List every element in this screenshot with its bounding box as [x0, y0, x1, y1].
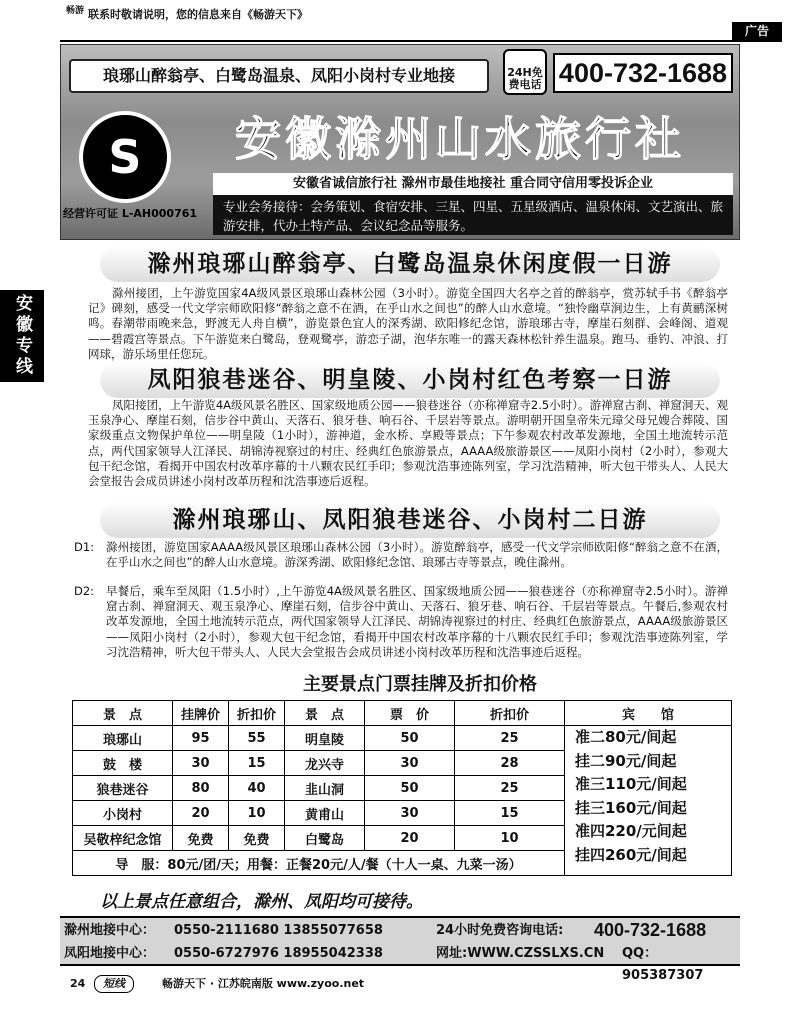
- contact-notice: 联系时敬请说明，您的信息来自《畅游天下》: [88, 8, 308, 21]
- col-header: 景 点: [73, 701, 173, 726]
- day2-label: D2:: [74, 584, 95, 598]
- hotline-number[interactable]: 400-732-1688: [553, 53, 733, 93]
- col-header: 折扣价: [229, 701, 285, 726]
- price-table-title: 主要景点门票挂牌及折扣价格: [303, 674, 537, 695]
- agency-name: 安徽滁州山水旅行社: [235, 112, 685, 166]
- table-cell: 95: [173, 726, 229, 751]
- side-tab: 安徽专线: [0, 290, 44, 382]
- table-cell: 20: [365, 826, 455, 851]
- qq-number: QQ：905387307: [622, 946, 704, 983]
- table-cell: 小岗村: [73, 801, 173, 826]
- top-divider: [60, 40, 782, 42]
- table-cell: 狼巷迷谷: [73, 776, 173, 801]
- chuzhou-phones[interactable]: 0550-2111680 13855077658: [174, 923, 383, 938]
- fengyang-contact: [64, 943, 736, 983]
- hotel-price: 挂二90元/间起: [575, 751, 677, 770]
- guide-meal-info: 导 服：80元/团/天；用餐：正餐20元/人/餐（十人一桌、九菜一汤）: [73, 851, 565, 876]
- table-cell: 韭山洞: [285, 776, 365, 801]
- page-footer: [70, 976, 470, 992]
- table-cell: 琅琊山: [73, 726, 173, 751]
- free-hotline-label: 24小时免费咨询电话:: [436, 923, 564, 938]
- day2-text: 早餐后，乘车至凤阳（1.5小时）,上午游览4A级风景名胜区、国家级地质公园——狼巷迷谷（亦称禅窟寺2.5小时）。游禅窟古刹、禅窟洞天、观玉泉净心、摩崖石刻，信步谷中黄山、天落石、狼牙巷、响石谷、千层岩等景点。午餐后,参观农村改革发源地，全国土地流转示范点，两代国家领导人江泽民、胡锦涛视察过的村庄、经典红色旅游景点，AAAA级旅游景区——凤阳小岗村（2小时），参观大包干纪念馆，看揭开中国农村改革序幕的十八颗农民红手印；参观沈浩事迹陈列室，学习沈浩精神，听大包干带头人、人民大会堂报告会成员讲述小岗村改革历程和沈浩事迹后返程。: [106, 584, 728, 659]
- day1-label: D1:: [74, 540, 95, 554]
- table-cell: 55: [229, 726, 285, 751]
- table-cell: 25: [455, 726, 565, 751]
- tour3-day1: [74, 540, 728, 570]
- table-cell: 40: [229, 776, 285, 801]
- table-header-row: [73, 701, 732, 726]
- agency-logo-icon: S: [79, 111, 171, 203]
- top-bar: [0, 0, 800, 44]
- hotel-prices: [565, 726, 732, 876]
- header-tagline: 琅琊山醉翁亭、白鹭岛温泉、凤阳小岗村专业地接: [69, 59, 489, 93]
- col-header: 折扣价: [455, 701, 565, 726]
- magazine-logo: 畅游: [66, 6, 85, 16]
- col-header: 景 点: [285, 701, 365, 726]
- table-cell: 15: [229, 751, 285, 776]
- hotel-price: 准四220/元间起: [575, 822, 687, 840]
- chuzhou-label: 滁州地接中心：: [64, 923, 156, 938]
- contact-footer: [60, 916, 740, 983]
- table-cell: 20: [173, 801, 229, 826]
- license-number: 经营许可证 L-AH000761: [63, 207, 198, 220]
- col-header: 票 价: [365, 701, 455, 726]
- table-cell: 30: [365, 801, 455, 826]
- tour2-text: 凤阳接团，上午游览4A级风景名胜区、国家级地质公园——狼巷迷谷（亦称禅窟寺2.5小时）。游禅窟古刹、禅窟洞天、观玉泉净心、摩崖石刻，信步谷中黄山、天落石、狼牙巷、响石谷、千层岩等景点。游明朝开国皇帝朱元璋父母兄嫂合葬陵、国家级重点文物保护单位——明皇陵（1小时），游神道，金水桥、享殿等景点；下午参观农村改革发源地，全国土地流转示范点，两代国家领导人江泽民、胡锦涛视察过的村庄、经典红色旅游景点，AAAA级旅游景区——凤阳小岗村（2小时），参观大包干纪念馆，看揭开中国农村改革序幕的十八颗农民红手印；参观沈浩事迹陈列室，学习沈浩精神，听大包干带头人、人民大会堂报告会成员讲述小岗村改革历程和沈浩事迹后返程。: [88, 398, 728, 489]
- publication-source: 畅游天下 · 江苏皖南版 www.zyoo.net: [162, 977, 365, 990]
- business-services: 专业会务接待：会务策划、食宿安排、三星、四星、五星级酒店、温泉休闲、文艺演出、旅游安排，代办土特产品、会议纪念品等服务。: [213, 195, 733, 235]
- ad-label: 广告: [732, 22, 782, 40]
- tour1-title: 滁州琅琊山醉翁亭、白鹭岛温泉休闲度假一日游: [100, 246, 720, 282]
- table-cell: 龙兴寺: [285, 751, 365, 776]
- table-row: [73, 726, 732, 751]
- hotel-price: 准二80元/间起: [575, 728, 677, 746]
- price-table: [72, 700, 732, 876]
- table-cell: 明皇陵: [285, 726, 365, 751]
- day1-text: 滁州接团，游览国家AAAA级风景区琅琊山森林公园（3小时）。游览醉翁亭，感受一代文学宗师欧阳修“醉翁之意不在酒，在乎山水之间也”的醉人山水意境。游深秀湖、欧阳修纪念馆、琅琊古寺等景点，晚住滁州。: [106, 540, 728, 570]
- agency-header: [60, 44, 740, 240]
- table-cell: 30: [365, 751, 455, 776]
- tour3-title: 滁州琅琊山、凤阳狼巷迷谷、小岗村二日游: [100, 502, 720, 538]
- chuzhou-contact: [64, 920, 736, 942]
- page-number: 24: [70, 977, 86, 990]
- agency-subtitle: 安徽省诚信旅行社 滁州市最佳地接社 重合同守信用零投诉企业: [213, 173, 733, 195]
- hotel-price: 挂三160元/间起: [575, 798, 687, 817]
- phone-badge: 24H免费电话: [507, 66, 543, 91]
- website-link[interactable]: 网址:WWW.CZSSLXS.CN: [436, 946, 605, 961]
- table-cell: 15: [455, 801, 565, 826]
- table-cell: 10: [455, 826, 565, 851]
- table-cell: 50: [365, 726, 455, 751]
- column-tag: 短线: [94, 975, 134, 993]
- combo-slogan: 以上景点任意组合，滁州、凤阳均可接待。: [100, 892, 423, 912]
- table-cell: 80: [173, 776, 229, 801]
- table-cell: 吴敬梓纪念馆: [73, 826, 173, 851]
- table-cell: 免费: [229, 826, 285, 851]
- tour1-text: 滁州接团，上午游览国家4A级风景区琅琊山森林公园（3小时）。游览全国四大名亭之首的醉翁亭，赏苏轼手书《醉翁亭记》碑刻，感受一代文学宗师欧阳修“醉翁之意不在酒，在乎山水之间也”的醉人山水意境。“独怜幽草涧边生，上有黄鹂深树鸣。春潮带雨晚来急，野渡无人舟自横”，游览景色宜人的深秀湖、欧阳修纪念馆，游琅琊古寺，摩崖石刻群、会峰阁、道观——碧霞宫等景点。下午游览来白鹭岛，登观鹭亭，游恋子湖，泡华东唯一的露天森林松针养生温泉。跑马、垂钓、冲浪、打网球，游乐场里任您玩。: [88, 286, 728, 361]
- fengyang-phones[interactable]: 0550-6727976 18955042338: [174, 946, 383, 961]
- hotel-price: 准三110元/间起: [575, 775, 687, 793]
- table-cell: 25: [455, 776, 565, 801]
- table-cell: 50: [365, 776, 455, 801]
- table-cell: 白鹭岛: [285, 826, 365, 851]
- table-cell: 30: [173, 751, 229, 776]
- col-header: 宾 馆: [565, 701, 732, 726]
- free-hotline-number[interactable]: 400-732-1688: [594, 920, 707, 940]
- table-cell: 免费: [173, 826, 229, 851]
- tour2-title: 凤阳狼巷迷谷、明皇陵、小岗村红色考察一日游: [100, 362, 720, 398]
- fengyang-label: 凤阳地接中心：: [64, 946, 156, 961]
- phone-icon: [503, 49, 547, 95]
- table-cell: 鼓 楼: [73, 751, 173, 776]
- tour3-day2: [74, 584, 728, 660]
- table-cell: 28: [455, 751, 565, 776]
- table-cell: 10: [229, 801, 285, 826]
- table-cell: 黄甫山: [285, 801, 365, 826]
- col-header: 挂牌价: [173, 701, 229, 726]
- hotel-price: 挂四260元/间起: [575, 845, 687, 864]
